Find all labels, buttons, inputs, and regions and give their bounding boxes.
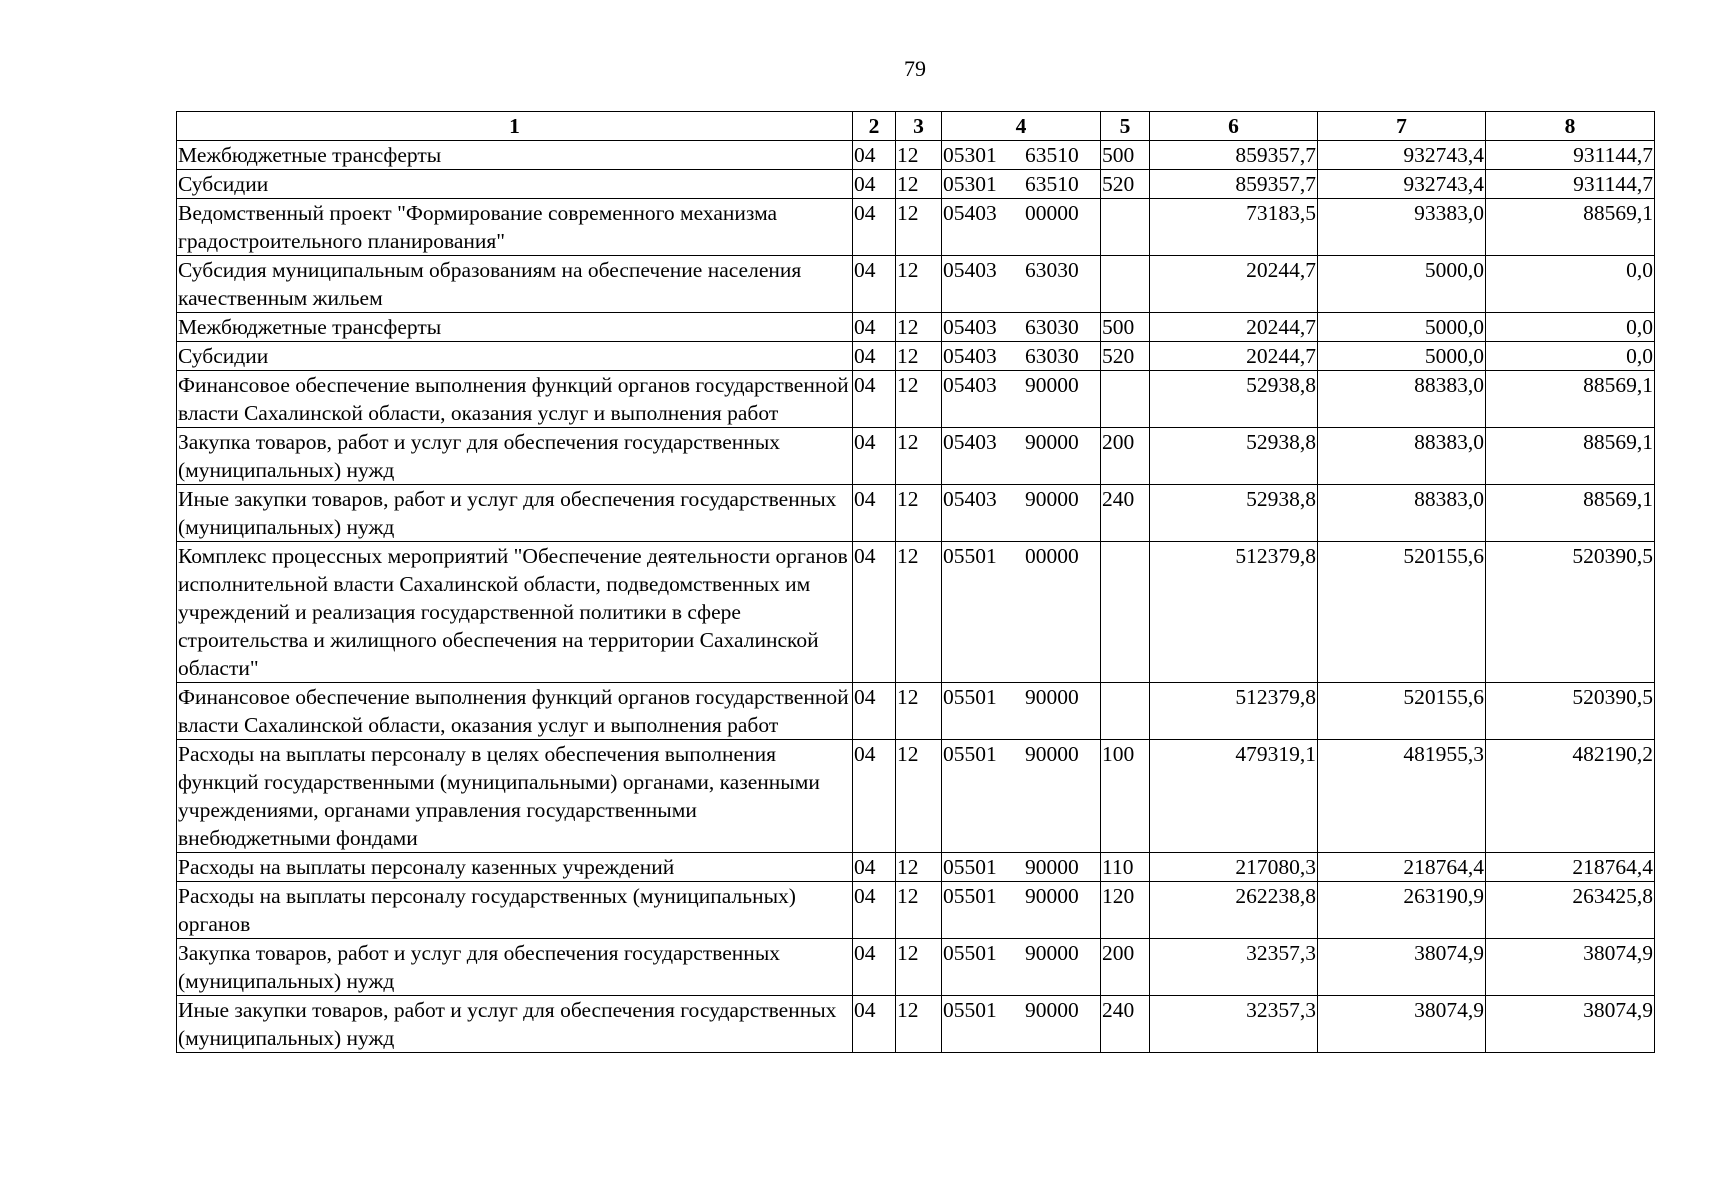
amount-col-6: 52938,8 <box>1150 371 1318 428</box>
amount-col-7: 520155,6 <box>1318 542 1486 683</box>
amount-col-7: 5000,0 <box>1318 256 1486 313</box>
amount-col-6: 73183,5 <box>1150 199 1318 256</box>
section-code: 04 <box>853 371 896 428</box>
subsection-code: 12 <box>896 683 942 740</box>
subsection-code: 12 <box>896 853 942 882</box>
amount-col-7: 5000,0 <box>1318 313 1486 342</box>
program-code: 05403 <box>943 201 997 225</box>
direction-code: 00000 <box>1025 544 1079 568</box>
expense-type-code: 520 <box>1101 342 1150 371</box>
row-name: Комплекс процессных мероприятий "Обеспечение деятельности органов исполнительной власти Сахалинской области, подведомственных им учреждений и реализация государственной политики в сфере строительства и жилищного обеспечения на территории Сахалинской области" <box>177 542 853 683</box>
row-name: Финансовое обеспечение выполнения функций органов государственной власти Сахалинской области, оказания услуг и выполнения работ <box>177 371 853 428</box>
subsection-code: 12 <box>896 882 942 939</box>
subsection-code: 12 <box>896 740 942 853</box>
expense-type-code: 110 <box>1101 853 1150 882</box>
amount-col-8: 88569,1 <box>1486 371 1655 428</box>
target-article-code <box>942 882 1101 939</box>
subsection-code: 12 <box>896 485 942 542</box>
direction-code: 00000 <box>1025 201 1079 225</box>
amount-col-6: 20244,7 <box>1150 313 1318 342</box>
table-row <box>177 740 1655 853</box>
row-name: Иные закупки товаров, работ и услуг для обеспечения государственных (муниципальных) нужд <box>177 485 853 542</box>
column-header: 6 <box>1150 112 1318 141</box>
program-code: 05501 <box>943 685 997 709</box>
amount-col-8: 218764,4 <box>1486 853 1655 882</box>
target-article-code <box>942 683 1101 740</box>
direction-code: 63510 <box>1025 172 1079 196</box>
target-article-code <box>942 542 1101 683</box>
table-row <box>177 485 1655 542</box>
target-article-code <box>942 141 1101 170</box>
subsection-code: 12 <box>896 939 942 996</box>
direction-code: 90000 <box>1025 855 1079 879</box>
program-code: 05501 <box>943 742 997 766</box>
section-code: 04 <box>853 428 896 485</box>
expense-type-code <box>1101 199 1150 256</box>
subsection-code: 12 <box>896 313 942 342</box>
direction-code: 90000 <box>1025 685 1079 709</box>
row-name: Межбюджетные трансферты <box>177 141 853 170</box>
direction-code: 63030 <box>1025 315 1079 339</box>
amount-col-7: 38074,9 <box>1318 939 1486 996</box>
direction-code: 90000 <box>1025 941 1079 965</box>
amount-col-6: 32357,3 <box>1150 996 1318 1053</box>
expense-type-code: 240 <box>1101 485 1150 542</box>
amount-col-6: 20244,7 <box>1150 256 1318 313</box>
header-row <box>177 112 1655 141</box>
subsection-code: 12 <box>896 199 942 256</box>
amount-col-8: 0,0 <box>1486 256 1655 313</box>
program-code: 05403 <box>943 344 997 368</box>
row-name: Расходы на выплаты персоналу казенных учреждений <box>177 853 853 882</box>
subsection-code: 12 <box>896 428 942 485</box>
amount-col-7: 88383,0 <box>1318 485 1486 542</box>
table-row <box>177 371 1655 428</box>
section-code: 04 <box>853 485 896 542</box>
section-code: 04 <box>853 996 896 1053</box>
section-code: 04 <box>853 313 896 342</box>
amount-col-8: 88569,1 <box>1486 485 1655 542</box>
column-header: 4 <box>942 112 1101 141</box>
amount-col-8: 263425,8 <box>1486 882 1655 939</box>
target-article-code <box>942 371 1101 428</box>
program-code: 05501 <box>943 855 997 879</box>
target-article-code <box>942 939 1101 996</box>
amount-col-6: 20244,7 <box>1150 342 1318 371</box>
amount-col-7: 88383,0 <box>1318 428 1486 485</box>
amount-col-8: 88569,1 <box>1486 428 1655 485</box>
section-code: 04 <box>853 342 896 371</box>
amount-col-6: 52938,8 <box>1150 485 1318 542</box>
direction-code: 63030 <box>1025 258 1079 282</box>
expense-type-code: 240 <box>1101 996 1150 1053</box>
subsection-code: 12 <box>896 342 942 371</box>
amount-col-8: 931144,7 <box>1486 170 1655 199</box>
program-code: 05501 <box>943 544 997 568</box>
expense-type-code: 120 <box>1101 882 1150 939</box>
amount-col-6: 52938,8 <box>1150 428 1318 485</box>
direction-code: 90000 <box>1025 430 1079 454</box>
expense-type-code <box>1101 256 1150 313</box>
subsection-code: 12 <box>896 141 942 170</box>
table-row <box>177 170 1655 199</box>
program-code: 05403 <box>943 487 997 511</box>
table-row <box>177 342 1655 371</box>
column-header: 8 <box>1486 112 1655 141</box>
direction-code: 90000 <box>1025 884 1079 908</box>
row-name: Субсидии <box>177 342 853 371</box>
expense-type-code <box>1101 542 1150 683</box>
amount-col-6: 262238,8 <box>1150 882 1318 939</box>
column-header: 5 <box>1101 112 1150 141</box>
target-article-code <box>942 853 1101 882</box>
column-header: 3 <box>896 112 942 141</box>
subsection-code: 12 <box>896 996 942 1053</box>
subsection-code: 12 <box>896 170 942 199</box>
section-code: 04 <box>853 542 896 683</box>
row-name: Закупка товаров, работ и услуг для обеспечения государственных (муниципальных) нужд <box>177 939 853 996</box>
amount-col-6: 512379,8 <box>1150 683 1318 740</box>
section-code: 04 <box>853 853 896 882</box>
target-article-code <box>942 485 1101 542</box>
table-row <box>177 939 1655 996</box>
section-code: 04 <box>853 939 896 996</box>
amount-col-7: 481955,3 <box>1318 740 1486 853</box>
amount-col-6: 512379,8 <box>1150 542 1318 683</box>
amount-col-7: 932743,4 <box>1318 141 1486 170</box>
section-code: 04 <box>853 170 896 199</box>
section-code: 04 <box>853 199 896 256</box>
program-code: 05501 <box>943 941 997 965</box>
expense-type-code <box>1101 683 1150 740</box>
amount-col-6: 859357,7 <box>1150 141 1318 170</box>
row-name: Ведомственный проект "Формирование современного механизма градостроительного планирования" <box>177 199 853 256</box>
table-row <box>177 882 1655 939</box>
target-article-code <box>942 170 1101 199</box>
amount-col-7: 520155,6 <box>1318 683 1486 740</box>
table-row <box>177 141 1655 170</box>
column-header: 1 <box>177 112 853 141</box>
amount-col-7: 5000,0 <box>1318 342 1486 371</box>
table-row <box>177 853 1655 882</box>
program-code: 05403 <box>943 430 997 454</box>
column-header: 7 <box>1318 112 1486 141</box>
amount-col-6: 479319,1 <box>1150 740 1318 853</box>
expense-type-code <box>1101 371 1150 428</box>
table-row <box>177 683 1655 740</box>
amount-col-6: 217080,3 <box>1150 853 1318 882</box>
direction-code: 63030 <box>1025 344 1079 368</box>
expense-type-code: 200 <box>1101 939 1150 996</box>
program-code: 05301 <box>943 143 997 167</box>
row-name: Субсидия муниципальным образованиям на обеспечение населения качественным жильем <box>177 256 853 313</box>
target-article-code <box>942 256 1101 313</box>
amount-col-6: 859357,7 <box>1150 170 1318 199</box>
target-article-code <box>942 199 1101 256</box>
row-name: Межбюджетные трансферты <box>177 313 853 342</box>
direction-code: 90000 <box>1025 373 1079 397</box>
program-code: 05501 <box>943 998 997 1022</box>
amount-col-8: 482190,2 <box>1486 740 1655 853</box>
row-name: Финансовое обеспечение выполнения функций органов государственной власти Сахалинской области, оказания услуг и выполнения работ <box>177 683 853 740</box>
direction-code: 90000 <box>1025 998 1079 1022</box>
target-article-code <box>942 342 1101 371</box>
direction-code: 90000 <box>1025 742 1079 766</box>
table-row <box>177 199 1655 256</box>
section-code: 04 <box>853 882 896 939</box>
target-article-code <box>942 996 1101 1053</box>
amount-col-8: 38074,9 <box>1486 939 1655 996</box>
section-code: 04 <box>853 141 896 170</box>
expense-type-code: 500 <box>1101 313 1150 342</box>
column-header: 2 <box>853 112 896 141</box>
page-number: 79 <box>904 56 926 81</box>
direction-code: 90000 <box>1025 487 1079 511</box>
row-name: Расходы на выплаты персоналу в целях обеспечения выполнения функций государственными (муниципальными) органами, казенными учреждениями, органами управления государственными внебюджетными фондами <box>177 740 853 853</box>
section-code: 04 <box>853 683 896 740</box>
table-row <box>177 996 1655 1053</box>
program-code: 05403 <box>943 373 997 397</box>
amount-col-8: 0,0 <box>1486 342 1655 371</box>
program-code: 05501 <box>943 884 997 908</box>
amount-col-8: 88569,1 <box>1486 199 1655 256</box>
amount-col-7: 932743,4 <box>1318 170 1486 199</box>
table-row <box>177 542 1655 683</box>
row-name: Иные закупки товаров, работ и услуг для обеспечения государственных (муниципальных) нужд <box>177 996 853 1053</box>
row-name: Субсидии <box>177 170 853 199</box>
program-code: 05403 <box>943 315 997 339</box>
subsection-code: 12 <box>896 371 942 428</box>
section-code: 04 <box>853 740 896 853</box>
target-article-code <box>942 740 1101 853</box>
expense-type-code: 500 <box>1101 141 1150 170</box>
amount-col-8: 520390,5 <box>1486 542 1655 683</box>
table-row <box>177 428 1655 485</box>
amount-col-8: 520390,5 <box>1486 683 1655 740</box>
table-row <box>177 313 1655 342</box>
subsection-code: 12 <box>896 256 942 313</box>
amount-col-7: 218764,4 <box>1318 853 1486 882</box>
amount-col-8: 0,0 <box>1486 313 1655 342</box>
target-article-code <box>942 313 1101 342</box>
target-article-code <box>942 428 1101 485</box>
expense-type-code: 200 <box>1101 428 1150 485</box>
row-name: Закупка товаров, работ и услуг для обеспечения государственных (муниципальных) нужд <box>177 428 853 485</box>
amount-col-7: 38074,9 <box>1318 996 1486 1053</box>
amount-col-6: 32357,3 <box>1150 939 1318 996</box>
amount-col-8: 38074,9 <box>1486 996 1655 1053</box>
amount-col-7: 93383,0 <box>1318 199 1486 256</box>
row-name: Расходы на выплаты персоналу государственных (муниципальных) органов <box>177 882 853 939</box>
program-code: 05403 <box>943 258 997 282</box>
budget-table <box>176 111 1655 1053</box>
subsection-code: 12 <box>896 542 942 683</box>
program-code: 05301 <box>943 172 997 196</box>
amount-col-7: 88383,0 <box>1318 371 1486 428</box>
amount-col-8: 931144,7 <box>1486 141 1655 170</box>
direction-code: 63510 <box>1025 143 1079 167</box>
table-row <box>177 256 1655 313</box>
expense-type-code: 520 <box>1101 170 1150 199</box>
section-code: 04 <box>853 256 896 313</box>
expense-type-code: 100 <box>1101 740 1150 853</box>
table-body <box>177 141 1655 1053</box>
amount-col-7: 263190,9 <box>1318 882 1486 939</box>
